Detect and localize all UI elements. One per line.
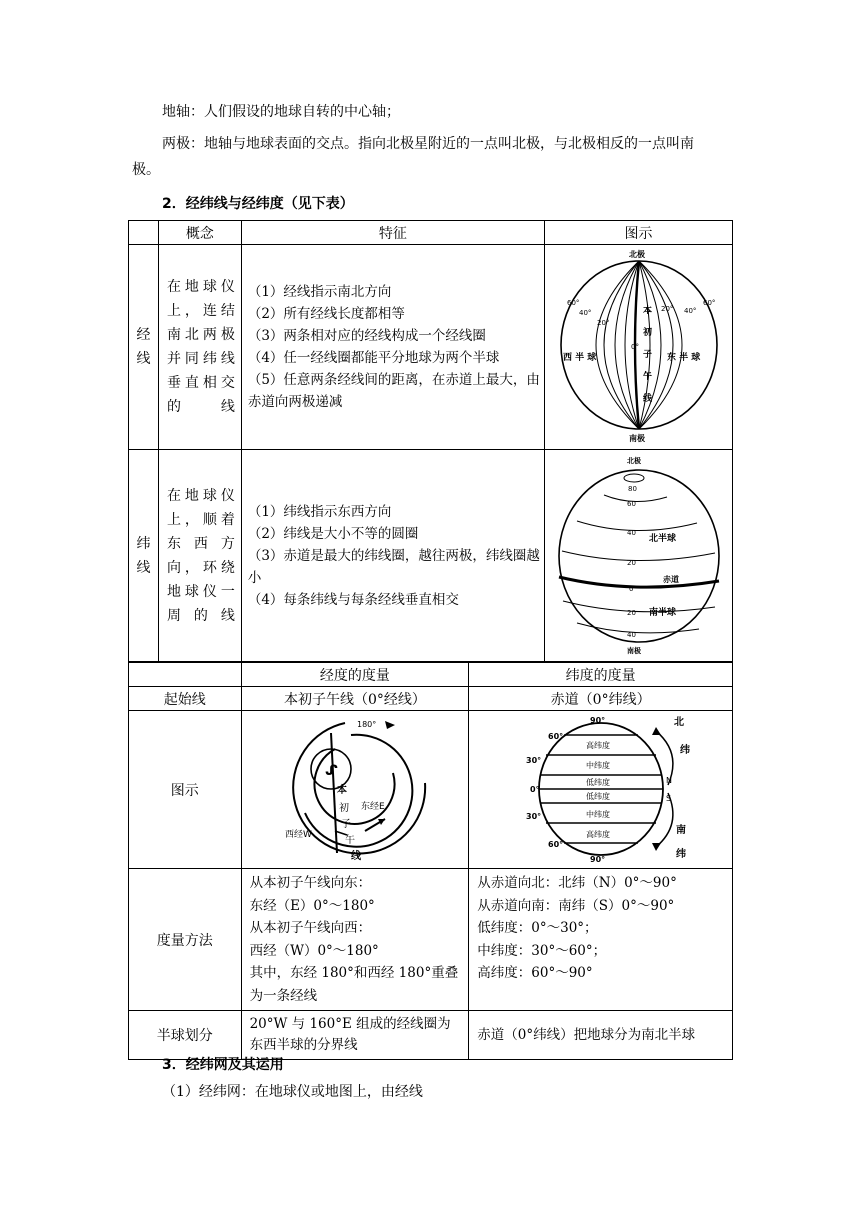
svg-text:中纬度: 中纬度 xyxy=(585,809,610,819)
svg-text:40: 40 xyxy=(626,529,636,537)
svg-text:40°: 40° xyxy=(578,309,591,317)
svg-text:线: 线 xyxy=(642,394,652,404)
svg-text:60°: 60° xyxy=(702,299,715,307)
meridian-feature-5: （5）任意两条经线间的距离，在赤道上最大，由赤道向两极递减 xyxy=(247,372,540,410)
svg-text:30°: 30° xyxy=(525,755,541,765)
svg-text:60°: 60° xyxy=(547,731,563,741)
poles-definition-continued: 极。 xyxy=(132,162,160,178)
svg-text:60°: 60° xyxy=(566,299,579,307)
header-blank xyxy=(129,221,159,245)
section-3-title: 3．经纬网及其运用 xyxy=(162,1057,284,1073)
meridian-feature-4: （4）任一经线圈都能平分地球为两个半球 xyxy=(247,350,500,366)
header-figure: 图示 xyxy=(545,221,733,245)
svg-text:东 半 球: 东 半 球 xyxy=(666,353,700,363)
svg-text:高纬度: 高纬度 xyxy=(585,740,610,750)
parallel-feature-1: （1）纬线指示东西方向 xyxy=(247,503,392,520)
parallel-feature-3: （3）赤道是最大的纬线圈，越往两极，纬线圈越小 xyxy=(247,547,540,586)
svg-text:初: 初 xyxy=(642,328,652,338)
parallel-label: 纬 线 xyxy=(129,450,159,662)
svg-text:中纬度: 中纬度 xyxy=(585,760,610,770)
measurement-table xyxy=(128,662,733,1060)
start-line-latitude: 赤道（0°纬线） xyxy=(469,687,733,711)
svg-text:90°: 90° xyxy=(589,715,605,725)
latitude-measure-diagram xyxy=(506,713,696,863)
latitude-measure-header: 纬度的度量 xyxy=(469,663,733,687)
svg-text:午: 午 xyxy=(344,834,355,846)
hemisphere-label: 半球划分 xyxy=(129,1011,242,1060)
svg-text:午: 午 xyxy=(642,372,652,382)
parallel-row xyxy=(129,450,733,662)
diagram-label: 图示 xyxy=(129,711,242,869)
svg-text:90°: 90° xyxy=(589,854,605,863)
method-label: 度量方法 xyxy=(129,869,242,1011)
svg-text:子: 子 xyxy=(340,818,351,830)
svg-text:纬: 纬 xyxy=(679,744,690,756)
svg-text:初: 初 xyxy=(338,802,349,814)
longitude-diagram-cell xyxy=(241,711,469,869)
svg-text:40: 40 xyxy=(626,631,636,639)
svg-text:西 半 球: 西 半 球 xyxy=(562,353,596,363)
svg-text:北半球: 北半球 xyxy=(648,534,676,544)
meridian-features xyxy=(241,245,544,450)
svg-text:低纬度: 低纬度 xyxy=(585,791,610,801)
svg-text:40°: 40° xyxy=(683,307,696,315)
intro-paragraph xyxy=(132,99,732,183)
parallel-feature-4: （4）每条纬线与每条经线垂直相交 xyxy=(247,591,459,608)
svg-text:东经E: 东经E xyxy=(360,801,385,812)
svg-text:20°: 20° xyxy=(660,305,673,313)
longitude-method: 从本初子午线向东： 东经（E）0°～180° 从本初子午线向西： 西经（W）0°～180° 其中，东经 180°和西经 180°重叠为一条经线 xyxy=(241,869,469,1011)
svg-text:本: 本 xyxy=(336,784,347,796)
longitude-measure-header: 经度的度量 xyxy=(241,663,469,687)
svg-text:南半球: 南半球 xyxy=(648,608,676,618)
latitude-diagram-cell xyxy=(469,711,733,869)
parallel-globe-diagram xyxy=(549,451,729,656)
meridian-concept: 在地球仪上，连结南北两极并同纬线垂直相交的线 xyxy=(158,245,241,450)
hemisphere-longitude: 20°W 与 160°E 组成的经线圈为东西半球的分界线 xyxy=(241,1011,469,1060)
svg-text:线: 线 xyxy=(350,850,361,862)
axis-definition: 地轴：人们假设的地球自转的中心轴； xyxy=(162,104,400,120)
svg-text:30°: 30° xyxy=(525,811,541,821)
svg-text:北: 北 xyxy=(673,716,684,728)
method-row xyxy=(129,869,733,1011)
svg-text:赤道: 赤道 xyxy=(662,575,679,584)
header-feature: 特征 xyxy=(241,221,544,245)
poles-definition: 两极：地轴与地球表面的交点。指向北极星附近的一点叫北极，与北极相反的一点叫南 xyxy=(162,136,694,152)
svg-text:180°: 180° xyxy=(356,719,377,729)
svg-text:高纬度: 高纬度 xyxy=(585,829,610,839)
hemisphere-latitude: 赤道（0°纬线）把地球分为南北半球 xyxy=(469,1011,733,1060)
svg-text:北极: 北极 xyxy=(628,250,645,259)
section-2-title: 2．经纬线与经纬度（见下表） xyxy=(162,196,354,212)
start-line-label: 起始线 xyxy=(129,687,242,711)
svg-text:西经W: 西经W xyxy=(284,829,312,840)
section-3-item-1: （1）经纬网：在地球仪或地图上，由经线 xyxy=(162,1084,423,1100)
diagram-row xyxy=(129,711,733,869)
svg-text:0°: 0° xyxy=(630,343,639,351)
svg-text:60: 60 xyxy=(626,500,636,508)
svg-text:南极: 南极 xyxy=(628,434,645,443)
svg-text:ᔑ: ᔑ xyxy=(324,762,338,779)
svg-text:南: 南 xyxy=(675,824,686,836)
meridian-parallel-table xyxy=(128,220,733,662)
meridian-globe-diagram xyxy=(549,245,729,445)
svg-text:0: 0 xyxy=(628,585,633,593)
svg-text:N: N xyxy=(665,775,672,785)
meridian-feature-1: （1）经线指示南北方向 xyxy=(247,284,392,300)
parallel-feature-2: （2）纬线是大小不等的圆圈 xyxy=(247,525,419,542)
parallel-figure-cell xyxy=(545,450,733,662)
svg-text:子: 子 xyxy=(642,350,652,360)
meridian-label: 经 线 xyxy=(129,245,159,450)
longitude-measure-diagram xyxy=(275,713,435,863)
measure-header-blank xyxy=(129,663,242,687)
meridian-feature-2: （2）所有经线长度都相等 xyxy=(247,306,405,322)
svg-text:20: 20 xyxy=(626,609,636,617)
header-concept: 概念 xyxy=(158,221,241,245)
svg-text:80: 80 xyxy=(627,485,637,493)
meridian-figure-cell xyxy=(545,245,733,450)
svg-text:S: S xyxy=(665,793,671,803)
hemisphere-row xyxy=(129,1011,733,1060)
parallel-features xyxy=(241,450,544,662)
meridian-feature-3: （3）两条相对应的经线构成一个经线圈 xyxy=(247,328,486,344)
start-line-longitude: 本初子午线（0°经线） xyxy=(241,687,469,711)
latitude-method: 从赤道向北：北纬（N）0°～90° 从赤道向南：南纬（S）0°～90° 低纬度：0°～30°； 中纬度：30°～60°； 高纬度：60°～90° xyxy=(469,869,733,1011)
meridian-row xyxy=(129,245,733,450)
svg-text:0°: 0° xyxy=(529,784,540,794)
svg-text:北极: 北极 xyxy=(626,457,641,465)
svg-text:60°: 60° xyxy=(547,839,563,849)
svg-text:20°: 20° xyxy=(596,319,609,327)
svg-text:20: 20 xyxy=(626,559,636,567)
svg-text:纬: 纬 xyxy=(675,848,686,860)
parallel-concept: 在地球仪上，顺着东西方向，环绕地球仪一周的线 xyxy=(158,450,241,662)
svg-text:低纬度: 低纬度 xyxy=(585,777,610,787)
svg-text:本: 本 xyxy=(642,306,652,316)
svg-text:南极: 南极 xyxy=(626,647,641,655)
